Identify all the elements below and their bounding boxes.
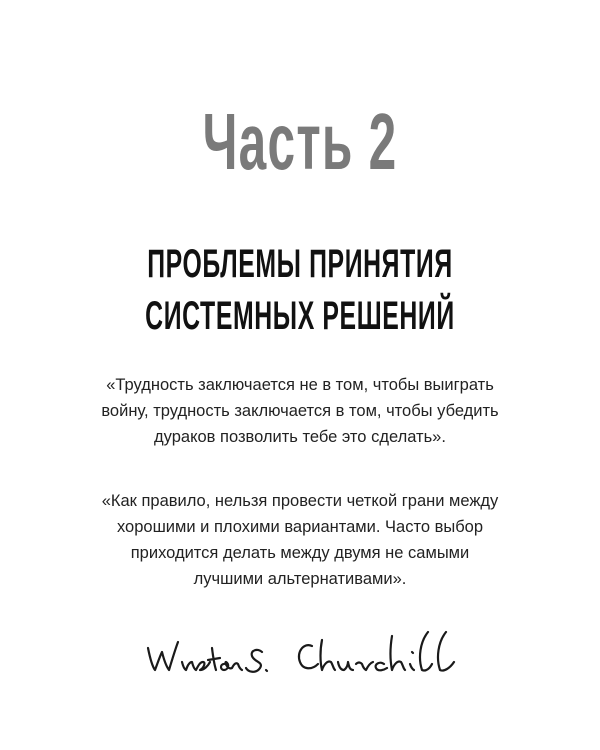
churchill-signature — [140, 618, 470, 688]
chapter-heading — [0, 238, 600, 342]
chapter-heading-line-1: ПРОБЛЕМЫ ПРИНЯТИЯ — [147, 242, 453, 286]
chapter-heading-line-2: СИСТЕМНЫХ РЕШЕНИЙ — [145, 294, 455, 338]
epigraph-quote-2: «Как правило, нельзя провести четкой грани между хорошими и плохими вариантами. Часто выбор приходится делать между двумя не самыми лучшими альтернативами». — [101, 492, 499, 588]
epigraph-quote-1: «Трудность заключается не в том, чтобы выиграть войну, трудность заключается в том, чтобы убедить дураков позволить тебе это сделать». — [101, 376, 499, 446]
part-title: Часть 2 — [202, 97, 398, 186]
